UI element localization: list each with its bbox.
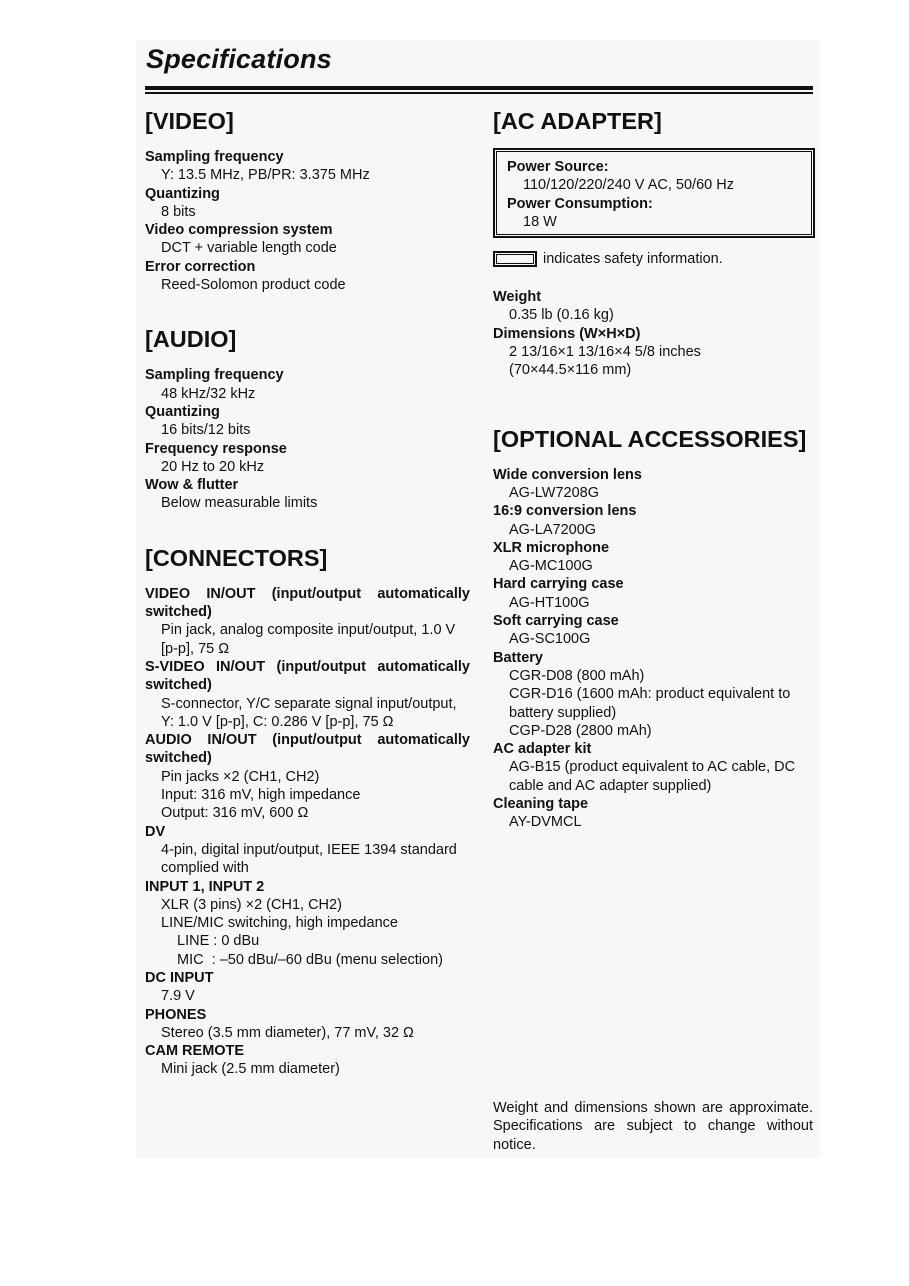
spec-value: S-connector, Y/C separate signal input/output, Y: 1.0 V [p-p], C: 0.286 V [p-p], 75 Ω: [161, 695, 457, 730]
video-spec-list: [145, 148, 470, 294]
safety-box-icon: [493, 251, 537, 267]
spec-value: Stereo (3.5 mm diameter), 77 mV, 32 Ω: [161, 1024, 414, 1041]
title-rule-thin: [145, 92, 813, 94]
spec-label: CAM REMOTE: [145, 1043, 245, 1060]
audio-section: [145, 324, 470, 512]
video-heading: [VIDEO]: [145, 108, 234, 134]
spec-value: 7.9 V: [161, 988, 195, 1005]
dimensions-mm: (70×44.5×116 mm): [509, 362, 632, 379]
safety-legend: [493, 250, 815, 268]
weight-value: 0.35 lb (0.16 kg): [509, 307, 614, 324]
spec-value: 20 Hz to 20 kHz: [161, 458, 265, 475]
spec-value: CGR-D16 (1600 mAh: product equivalent to battery supplied): [509, 686, 791, 721]
spec-label: Quantizing: [145, 185, 220, 202]
spec-label: Battery: [493, 649, 543, 666]
spec-value: 48 kHz/32 kHz: [161, 385, 256, 402]
audio-heading: [AUDIO]: [145, 326, 237, 353]
spec-value: 16 bits/12 bits: [161, 422, 251, 439]
optional-accessories-list: [493, 466, 815, 832]
spec-value: Pin jack, analog composite input/output, 1.0 V [p-p], 75 Ω: [161, 622, 456, 657]
power-source-label: Power Source:: [507, 159, 609, 175]
spec-value: AG-LA7200G: [509, 521, 597, 538]
left-column: [145, 106, 470, 1079]
spec-value: Pin jacks ×2 (CH1, CH2): [161, 768, 320, 785]
spec-label: INPUT 1, INPUT 2: [145, 878, 265, 895]
dimensions-inches: 2 13/16×1 13/16×4 5/8 inches: [509, 344, 701, 361]
spec-value: Mini jack (2.5 mm diameter): [161, 1061, 340, 1078]
spec-label: Soft carrying case: [493, 613, 619, 630]
spec-value: 4-pin, digital input/output, IEEE 1394 standard complied with: [161, 841, 457, 877]
video-section: [145, 106, 470, 294]
title-rule: [145, 86, 813, 90]
audio-spec-list: [145, 366, 470, 512]
connectors-spec-list: [145, 585, 470, 1079]
spec-value: AG-LW7208G: [509, 484, 599, 501]
footnote: Weight and dimensions shown are approximate. Specifications are subject to change without notice.: [493, 1100, 813, 1153]
page-title: Specifications: [146, 44, 332, 74]
spec-value: AG-MC100G: [509, 558, 593, 575]
spec-label: Sampling frequency: [145, 367, 284, 384]
spec-label: XLR microphone: [493, 539, 610, 556]
spec-label: Wow & flutter: [145, 477, 239, 494]
spec-label: Frequency response: [145, 440, 287, 457]
power-source-value: 110/120/220/240 V AC, 50/60 Hz: [523, 177, 734, 194]
spec-label: VIDEO IN/OUT (input/output automatically switched): [145, 585, 470, 621]
spec-value: 8 bits: [161, 203, 196, 220]
spec-sub-value: MIC : –50 dBu/–60 dBu (menu selection): [177, 951, 443, 968]
spec-label: Sampling frequency: [145, 149, 284, 165]
spec-label: 16:9 conversion lens: [493, 503, 637, 520]
spec-value: LINE/MIC switching, high impedance: [161, 915, 398, 932]
spec-value: AG-SC100G: [509, 631, 591, 648]
connectors-heading: [CONNECTORS]: [145, 544, 328, 571]
spec-label: DV: [145, 823, 166, 840]
connectors-section: [145, 543, 470, 1079]
spec-value: DCT + variable length code: [161, 240, 337, 257]
spec-label: Hard carrying case: [493, 576, 624, 593]
power-consumption-value: 18 W: [523, 213, 557, 230]
spec-label: Quantizing: [145, 403, 220, 420]
ac-adapter-safety-box: [493, 148, 815, 238]
spec-value: CGP-D28 (2800 mAh): [509, 722, 652, 739]
spec-value: AY-DVMCL: [509, 814, 582, 831]
safety-legend-text: indicates safety information.: [543, 251, 723, 268]
ac-adapter-heading: [AC ADAPTER]: [493, 108, 662, 134]
spec-value: Below measurable limits: [161, 495, 318, 512]
spec-label: PHONES: [145, 1006, 207, 1023]
power-consumption-label: Power Consumption:: [507, 195, 653, 212]
spec-value: CGR-D08 (800 mAh): [509, 667, 645, 684]
dimensions-label: Dimensions (W×H×D): [493, 325, 641, 342]
spec-label: AUDIO IN/OUT (input/output automatically switched): [145, 732, 470, 767]
spec-value: Input: 316 mV, high impedance: [161, 787, 361, 804]
spec-value: Output: 316 mV, 600 Ω: [161, 805, 309, 822]
optional-accessories-heading: [OPTIONAL ACCESSORIES]: [493, 425, 807, 452]
spec-sub-value: LINE : 0 dBu: [177, 933, 260, 950]
spec-value: Y: 13.5 MHz, PB/PR: 3.375 MHz: [161, 167, 370, 184]
spec-label: DC INPUT: [145, 969, 214, 986]
weight-label: Weight: [493, 289, 542, 306]
spec-label: Cleaning tape: [493, 796, 589, 813]
right-column: [493, 106, 815, 832]
spec-label: S-VIDEO IN/OUT (input/output automatically switched): [145, 658, 470, 694]
spec-value: Reed-Solomon product code: [161, 277, 346, 294]
spec-value: XLR (3 pins) ×2 (CH1, CH2): [161, 896, 342, 913]
spec-value: AG-HT100G: [509, 594, 590, 611]
spec-value: AG-B15 (product equivalent to AC cable, DC cable and AC adapter supplied): [509, 759, 796, 794]
spec-label: AC adapter kit: [493, 741, 592, 758]
spec-label: Error correction: [145, 258, 256, 275]
spec-label: Video compression system: [145, 222, 333, 239]
spec-label: Wide conversion lens: [493, 466, 642, 483]
